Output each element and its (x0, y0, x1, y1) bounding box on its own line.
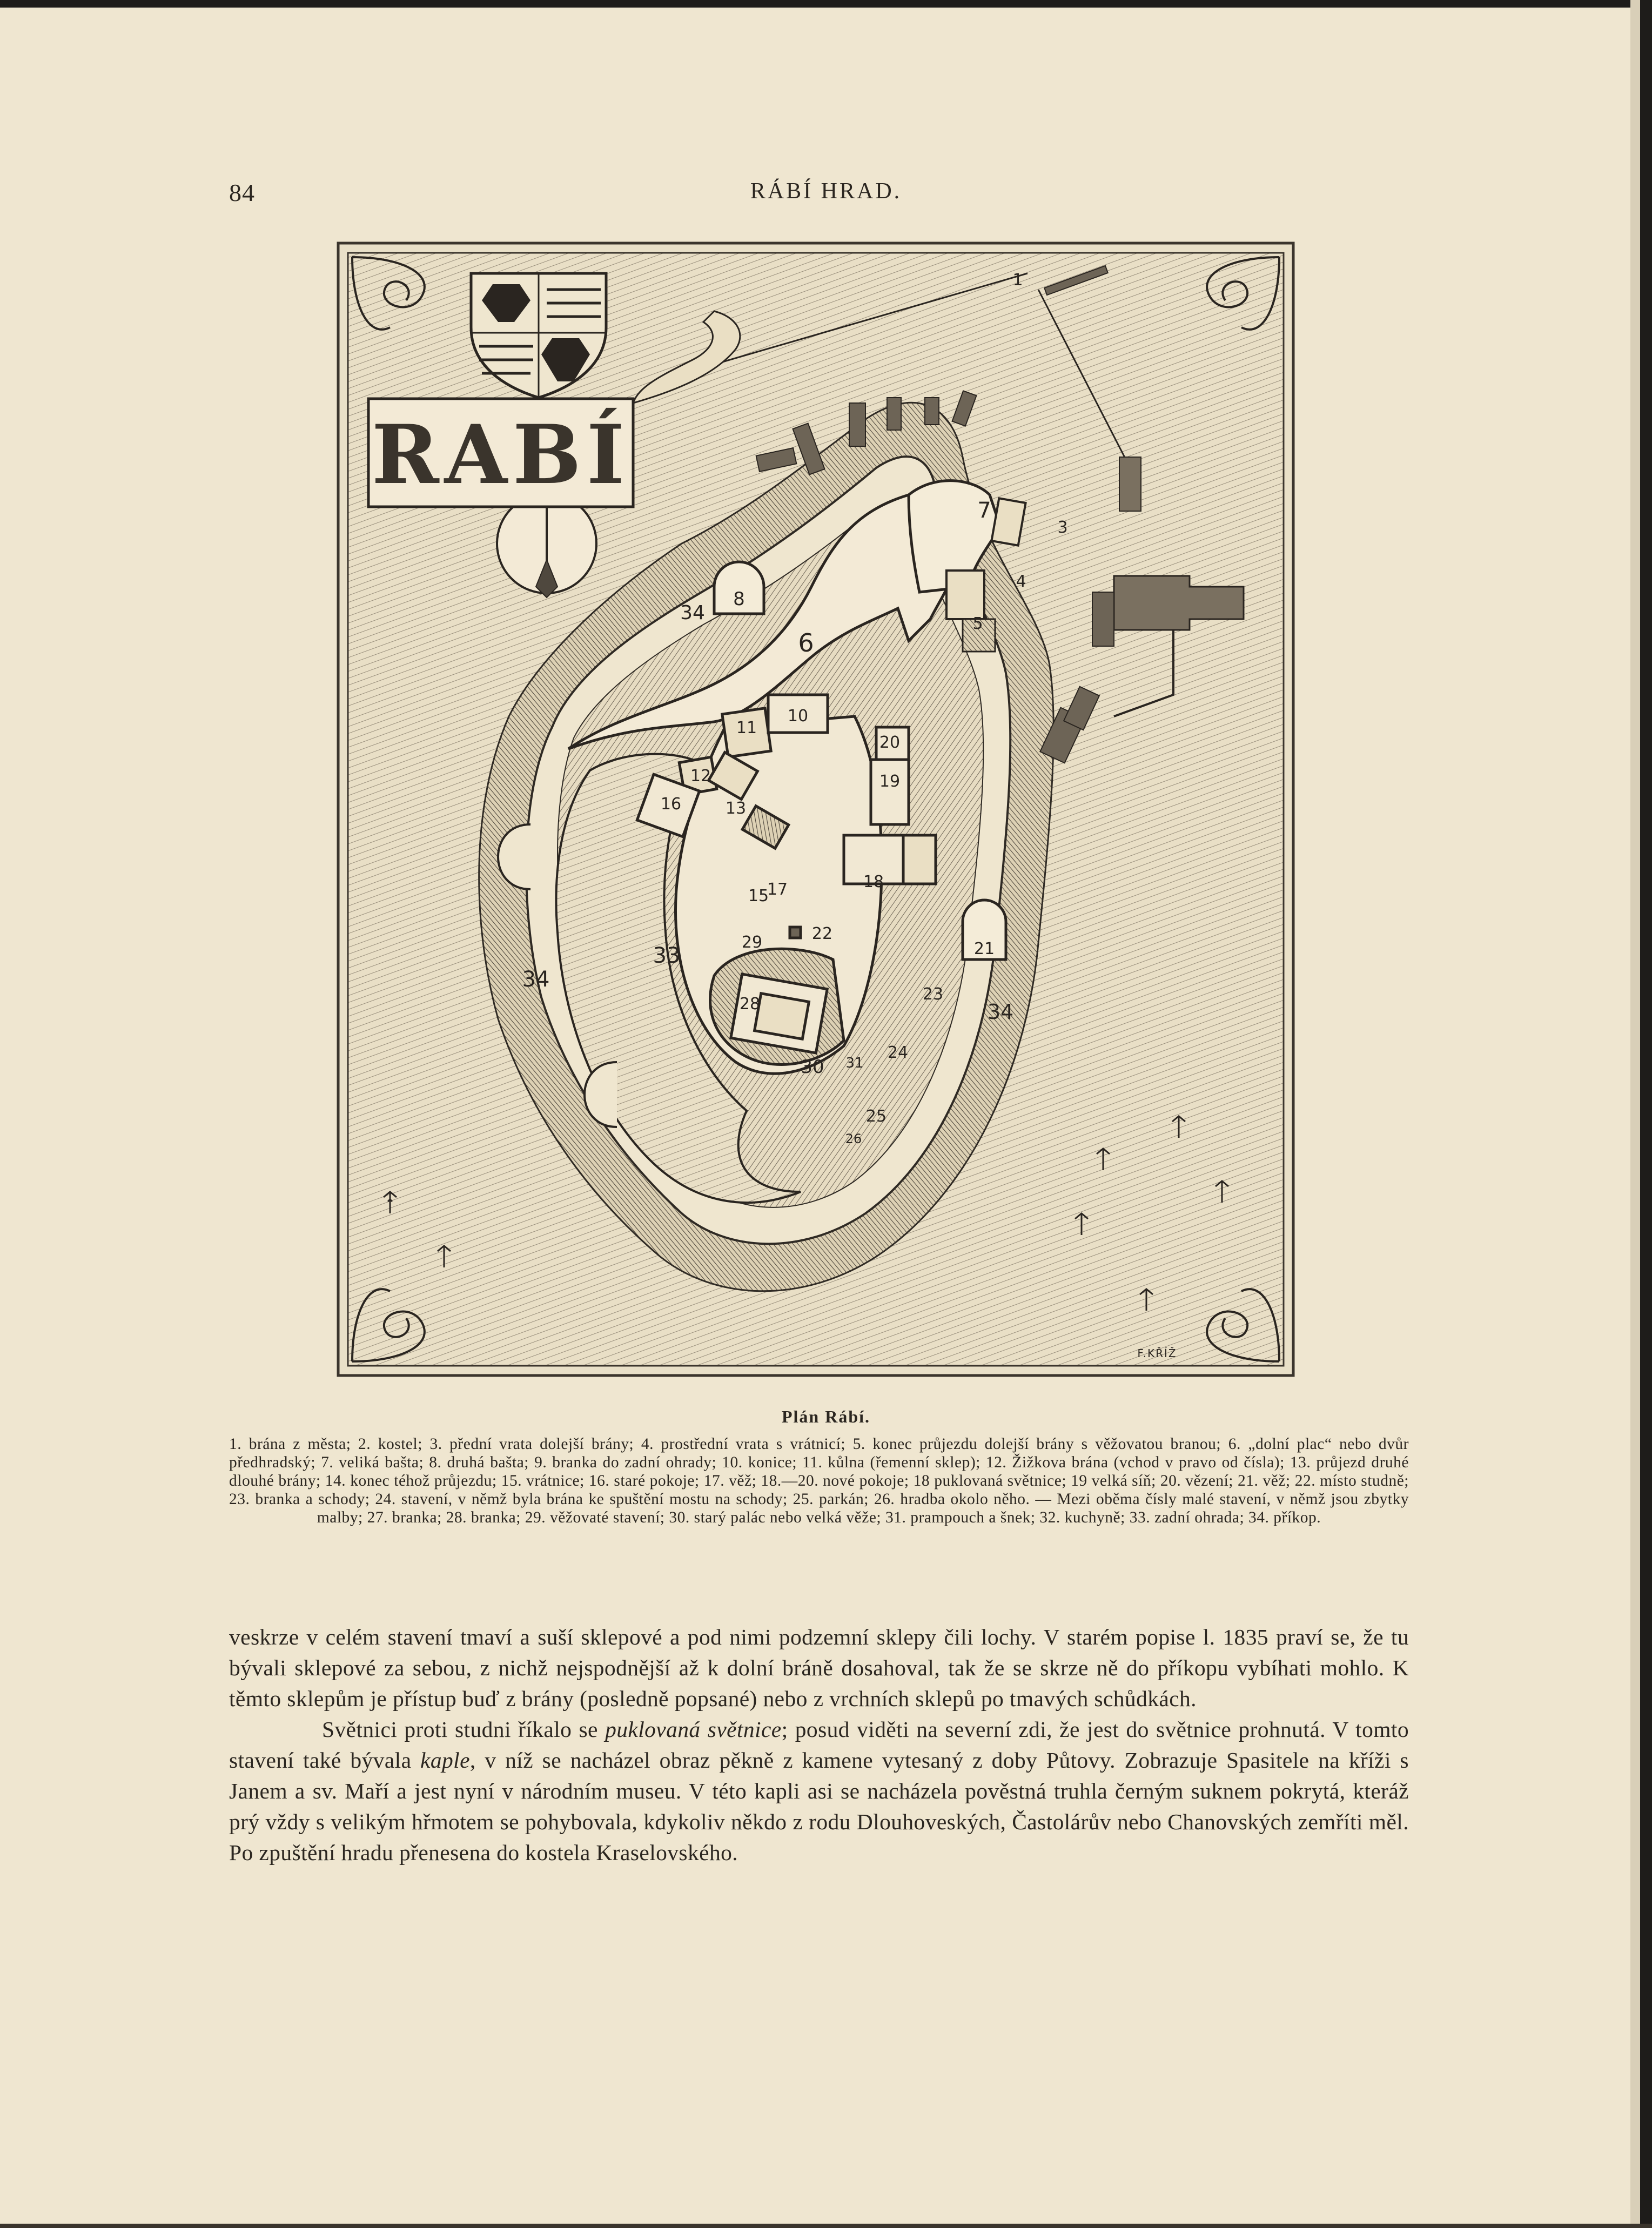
emphasis-puklovana-svetnice: puklovaná světnice (605, 1717, 782, 1742)
paragraph-2 (229, 1714, 1409, 1868)
map-title: RABÍ (372, 407, 630, 502)
label-34-north: 34 (680, 602, 705, 624)
label-23: 23 (922, 985, 944, 1004)
label-5: 5 (972, 614, 983, 633)
paragraph-2-part-a: Světnici proti studni říkalo se (322, 1717, 606, 1742)
label-18: 18 (863, 873, 884, 891)
label-24: 24 (887, 1043, 909, 1062)
label-19: 19 (879, 772, 901, 791)
label-26: 26 (845, 1131, 862, 1146)
label-34-west: 34 (522, 967, 550, 992)
label-12: 12 (690, 767, 711, 786)
label-10: 10 (787, 707, 809, 726)
scan-right-strip (1630, 0, 1640, 2228)
label-31: 31 (845, 1055, 864, 1071)
paragraph-2-part-c: , v níž se nacházel obraz pěkně z kamene vytesaný z doby Půtovy. Zobrazuje Spasitele na kříži s Janem a sv. Maří a jest nyní v národním museu. V této kapli asi se nacházela pověstná truhla černým suknem pokrytá, kteráž prý vždy s velikým hřmotem se pohybovala, kdykoliv někdo z rodu Dlouhoveských, Častolárův nebo Chanovských zemříti měl. Po zpuštění hradu přenesena do kostela Kraselovského. (229, 1748, 1409, 1865)
scan-right-edge (1640, 0, 1652, 2228)
paragraph-2-part-b: ; posud viděti na severní zdi, že jest do světnice prohnutá. V tomto stavení také bývala (229, 1717, 1409, 1773)
label-1: 1 (1012, 271, 1023, 290)
figure-caption-title: Plán Rábí. (781, 1407, 871, 1426)
figure-caption-legend: 1. brána z města; 2. kostel; 3. přední vrata dolejší brány; 4. prostřední vrata s vrátnicí; 5. konec průjezdu dolejší brány s věžovatou branou; 6. „dolní plac“ nebo dvůr předhradský; 7. veliká bašta; 8. druhá bašta; 9. branka do zadní ohrady; 10. konice; 11. kůlna (řemenní sklep); 12. Žižkova brána (vchod v pravo od čísla); 13. průjezd druhé dlouhé brány; 14. konec téhož průjezdu; 15. vrátnice; 16. staré pokoje; 17. věž; 18.—20. nové pokoje; 18 puklovaná světnice; 19 velká síň; 20. vězení; 21. věž; 22. místo studně; 23. branka a schody; 24. stavení, v němž byla brána ke spuštění mostu na schody; 25. parkán; 26. hradba okolo něho. — Mezi oběma čísly malé stavení, v němž jsou zbytky malby; 27. branka; 28. branka; 29. věžovaté stavení; 30. starý palác nebo velká věže; 31. prampouch a šnek; 32. kuchyně; 33. zadní ohrada; 34. příkop. (229, 1435, 1409, 1526)
church-annex (1092, 592, 1114, 646)
label-13: 13 (725, 799, 747, 818)
label-29: 29 (741, 933, 763, 952)
label-25: 25 (865, 1107, 887, 1126)
great-hall-19 (871, 760, 909, 824)
paragraph-1: veskrze v celém stavení tmaví a suší sklepové a pod nimi podzemní sklepy čili lochy. V starém popise l. 1835 praví se, že tu bývali sklepové za sebou, z nichž nejspodnější až k dolní bráně dosahoval, tak že se skrze ně do příkopu vybíhati mohlo. K těmto sklepům je přístup buď z brány (posledně popsané) nebo z vrchních sklepů po tmavých schůdkách. (229, 1625, 1409, 1711)
gate-lodge (946, 571, 984, 619)
page-number: 84 (229, 179, 255, 206)
emphasis-kaple: kaple (420, 1748, 470, 1773)
gate-block (1119, 457, 1141, 511)
label-20: 20 (879, 733, 901, 752)
label-17: 17 (767, 880, 788, 899)
label-7: 7 (977, 498, 991, 523)
label-6: 6 (798, 628, 814, 657)
label-28: 28 (739, 995, 761, 1014)
engraver-signature: F.KŘÍŽ (1137, 1347, 1177, 1360)
castle-plan-figure (336, 241, 1295, 1378)
old-palace (710, 949, 844, 1064)
label-15: 15 (748, 887, 769, 905)
label-33: 33 (653, 943, 681, 968)
label-4: 4 (1016, 572, 1026, 591)
scan-bottom-edge (0, 2224, 1652, 2228)
body-text (229, 1622, 1409, 1868)
label-16: 16 (660, 795, 682, 814)
running-title: RÁBÍ HRAD. (750, 179, 902, 204)
label-21: 21 (973, 939, 995, 958)
scan-top-edge (0, 0, 1652, 8)
label-34-east: 34 (987, 1000, 1014, 1024)
label-22: 22 (811, 924, 833, 943)
well-22 (790, 927, 801, 938)
label-3: 3 (1057, 518, 1068, 537)
label-8: 8 (733, 588, 745, 610)
castle-plan-engraving (336, 241, 1295, 1378)
label-30: 30 (801, 1056, 824, 1078)
label-11: 11 (736, 719, 757, 737)
